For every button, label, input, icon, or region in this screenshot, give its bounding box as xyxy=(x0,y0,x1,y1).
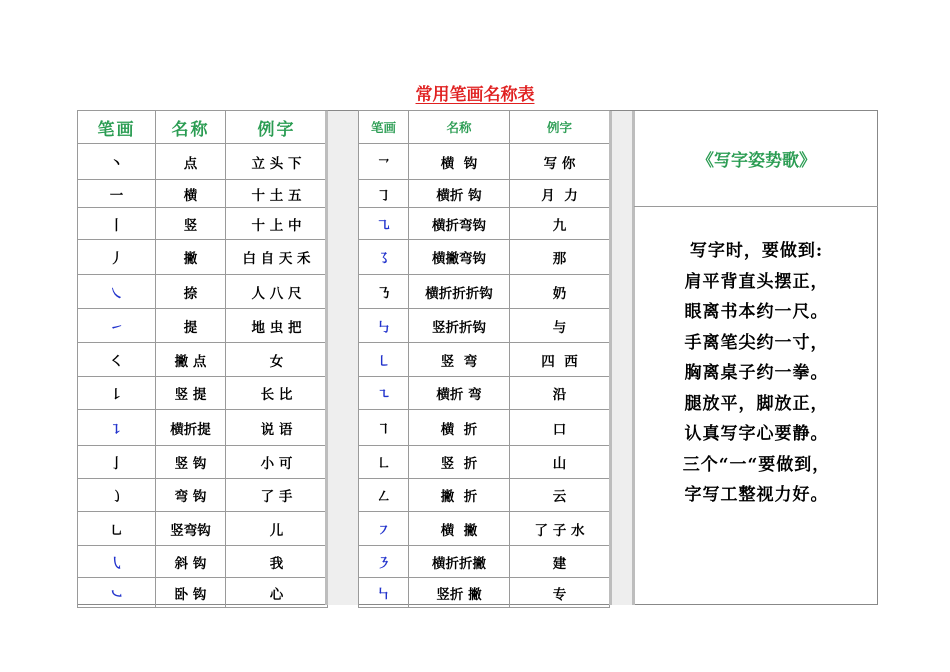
stroke-name-cell: 竖 xyxy=(156,208,226,240)
example-chars-cell: 白 自 天 禾 xyxy=(226,240,328,275)
stroke-cell: ㇙ xyxy=(78,377,156,410)
example-chars-cell: 九 xyxy=(510,208,610,240)
example-chars-cell: 十 上 中 xyxy=(226,208,328,240)
table-row xyxy=(78,343,328,377)
poem-line: 肩平背直头摆正， xyxy=(684,271,829,292)
page-title: 常用笔画名称表 xyxy=(415,85,535,105)
poem-line: 腿放平，脚放正， xyxy=(684,393,829,414)
stroke-cell: 亅 xyxy=(78,446,156,479)
example-chars-cell: 与 xyxy=(510,309,610,343)
stroke-name-cell: 弯 钩 xyxy=(156,479,226,512)
stroke-name-cell: 横 撇 xyxy=(409,512,510,546)
stroke-name-cell: 横折 钩 xyxy=(409,180,510,208)
table-row xyxy=(359,479,610,512)
example-chars-cell: 奶 xyxy=(510,275,610,309)
table-row xyxy=(359,578,610,608)
stroke-cell: ㇆ xyxy=(359,180,409,208)
stroke-cell: ㇛ xyxy=(78,343,156,377)
column-header: 例字 xyxy=(510,111,610,144)
table-row xyxy=(359,144,610,180)
stroke-name-cell: 竖折折钩 xyxy=(409,309,510,343)
column-header: 名称 xyxy=(409,111,510,144)
stroke-cell: ㇊ xyxy=(78,410,156,446)
example-chars-cell: 口 xyxy=(510,410,610,446)
stroke-name-cell: 撇 折 xyxy=(409,479,510,512)
stroke-cell: 丶 xyxy=(78,144,156,180)
table-row xyxy=(78,275,328,309)
stroke-cell: 丿 xyxy=(78,240,156,275)
poem-line: 胸离桌子约一拳。 xyxy=(684,363,829,383)
table-row xyxy=(78,240,328,275)
stroke-cell: ㇋ xyxy=(359,546,409,578)
stroke-name-cell: 横折弯钩 xyxy=(409,208,510,240)
table-row xyxy=(78,512,328,546)
poem-line: 手离笔尖约一寸， xyxy=(684,332,829,353)
stroke-name-cell: 横 折 xyxy=(409,410,510,446)
column-header: 例字 xyxy=(226,111,328,144)
stroke-name-cell: 竖 钩 xyxy=(156,446,226,479)
gutter xyxy=(328,111,358,605)
table-row xyxy=(78,546,328,578)
stroke-cell: ㇞ xyxy=(359,578,409,608)
poem-line: 认真写字心要静。 xyxy=(684,424,829,444)
poem-line: 写字时，要做到: xyxy=(689,241,824,261)
stroke-name-cell: 横折提 xyxy=(156,410,226,446)
table-row xyxy=(359,208,610,240)
table-row xyxy=(359,512,610,546)
stroke-cell: ㇕ xyxy=(359,410,409,446)
stroke-cell: 丨 xyxy=(78,208,156,240)
stroke-name-cell: 竖折 撇 xyxy=(409,578,510,608)
table-row xyxy=(359,446,610,479)
table-row xyxy=(78,446,328,479)
stroke-name-cell: 竖 弯 xyxy=(409,343,510,377)
example-chars-cell: 人 八 尺 xyxy=(226,275,328,309)
table-row xyxy=(359,240,610,275)
example-chars-cell: 儿 xyxy=(226,512,328,546)
example-chars-cell: 了 子 水 xyxy=(510,512,610,546)
example-chars-cell: 立 头 下 xyxy=(226,144,328,180)
table-row xyxy=(359,410,610,446)
stroke-name-cell: 横折折撇 xyxy=(409,546,510,578)
stroke-cell: ㇟ xyxy=(78,512,156,546)
stroke-name-cell: 竖 折 xyxy=(409,446,510,479)
stroke-name-cell: 横折 弯 xyxy=(409,377,510,410)
stroke-name-cell: 提 xyxy=(156,309,226,343)
poem-line: 三个“一“要做到， xyxy=(682,454,831,475)
stroke-cell: 一 xyxy=(78,180,156,208)
table-row xyxy=(78,144,328,180)
example-chars-cell: 了 手 xyxy=(226,479,328,512)
stroke-cell: ㇡ xyxy=(359,275,409,309)
poem-title: 《写字姿势歌》 xyxy=(697,151,816,171)
example-chars-cell: 那 xyxy=(510,240,610,275)
stroke-cell: ㇃ xyxy=(78,578,156,608)
example-chars-cell: 四 西 xyxy=(510,343,610,377)
table-row xyxy=(359,180,610,208)
example-chars-cell: 长 比 xyxy=(226,377,328,410)
example-chars-cell: 说 语 xyxy=(226,410,328,446)
stroke-name-cell: 卧 钩 xyxy=(156,578,226,608)
stroke-cell: ㇂ xyxy=(78,546,156,578)
example-chars-cell: 月 力 xyxy=(510,180,610,208)
table-row xyxy=(78,309,328,343)
poem-line: 字写工整视力好。 xyxy=(684,485,829,505)
table-row xyxy=(78,377,328,410)
column-header: 名称 xyxy=(156,111,226,144)
example-chars-cell: 专 xyxy=(510,578,610,608)
stroke-cell: ㇍ xyxy=(359,377,409,410)
example-chars-cell: 山 xyxy=(510,446,610,479)
stroke-cell: ㇁ xyxy=(78,479,156,512)
example-chars-cell: 地 虫 把 xyxy=(226,309,328,343)
stroke-name-cell: 竖弯钩 xyxy=(156,512,226,546)
stroke-cell: ㇏ xyxy=(78,275,156,309)
column-divider xyxy=(632,111,635,605)
stroke-name-cell: 捺 xyxy=(156,275,226,309)
example-chars-cell: 写 你 xyxy=(510,144,610,180)
stroke-cell: ㇄ xyxy=(359,343,409,377)
stroke-name-cell: 横撇弯钩 xyxy=(409,240,510,275)
example-chars-cell: 云 xyxy=(510,479,610,512)
stroke-cell: ㇌ xyxy=(359,240,409,275)
stroke-name-cell: 撇 xyxy=(156,240,226,275)
example-chars-cell: 我 xyxy=(226,546,328,578)
stroke-name-cell: 横 xyxy=(156,180,226,208)
poem-body xyxy=(636,236,877,511)
table-row xyxy=(359,546,610,578)
stroke-cell: ㇀ xyxy=(78,309,156,343)
table-row xyxy=(359,309,610,343)
column-header: 笔画 xyxy=(359,111,409,144)
stroke-cell: ㇉ xyxy=(359,309,409,343)
example-chars-cell: 十 土 五 xyxy=(226,180,328,208)
mid-stroke-table xyxy=(358,110,610,608)
table-row xyxy=(78,208,328,240)
table-row xyxy=(78,479,328,512)
stroke-cell: ㇖ xyxy=(359,144,409,180)
poem-line: 眼离书本约一尺。 xyxy=(684,302,829,322)
table-row xyxy=(78,578,328,608)
stroke-cell: ㇈ xyxy=(359,208,409,240)
example-chars-cell: 女 xyxy=(226,343,328,377)
stroke-name-cell: 横折折折钩 xyxy=(409,275,510,309)
table-row xyxy=(78,180,328,208)
example-chars-cell: 沿 xyxy=(510,377,610,410)
stroke-cell: ㇇ xyxy=(359,512,409,546)
example-chars-cell: 心 xyxy=(226,578,328,608)
left-stroke-table xyxy=(77,110,328,608)
example-chars-cell: 建 xyxy=(510,546,610,578)
stroke-name-cell: 竖 提 xyxy=(156,377,226,410)
stroke-name-cell: 点 xyxy=(156,144,226,180)
table-row xyxy=(78,410,328,446)
stroke-name-cell: 斜 钩 xyxy=(156,546,226,578)
table-row xyxy=(359,343,610,377)
stroke-name-cell: 横 钩 xyxy=(409,144,510,180)
column-header: 笔画 xyxy=(78,111,156,144)
gutter xyxy=(612,111,632,605)
table-row xyxy=(359,275,610,309)
stroke-cell: ㇗ xyxy=(359,446,409,479)
example-chars-cell: 小 可 xyxy=(226,446,328,479)
table-row xyxy=(359,377,610,410)
stroke-name-cell: 撇 点 xyxy=(156,343,226,377)
stroke-cell: ㇜ xyxy=(359,479,409,512)
poem-divider xyxy=(634,206,878,207)
